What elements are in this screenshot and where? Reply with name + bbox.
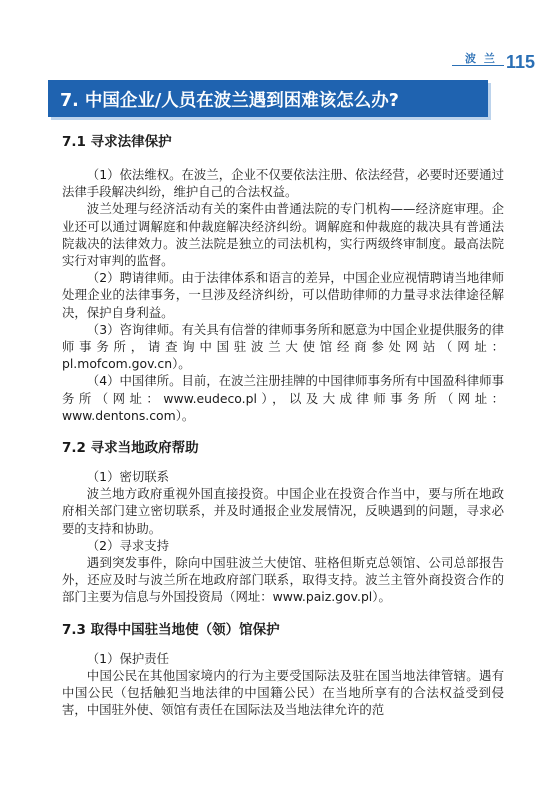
spacer [62, 460, 504, 468]
spacer [62, 606, 504, 618]
subheading: （2）寻求支持 [86, 537, 170, 553]
header-country: 波 兰 [465, 52, 497, 65]
section-heading: 7.1 寻求法律保护 [62, 134, 172, 150]
paragraph: 波兰地方政府重视外国直接投资。中国企业在投资合作当中，要与所在地政府相关部门建立密切联系，并及时通报企业发展情况，反映遇到的问题，寻求必要的支持和协助。 [62, 486, 504, 536]
paragraph: 中国公民在其他国家境内的行为主要受国际法及驻在国当地法律管辖。遇有中国公民（包括触犯当地法律的中国籍公民）在当地所享有的合法权益受到侵害，中国驻外使、领馆有责任在国际法及当地法律允许的范 [62, 667, 504, 718]
paragraph: （4）中国律所。目前，在波兰注册挂牌的中国律师事务所有中国盈科律师事务所（网址：www.eudeco.pl），以及大成律师事务所（网址：www.dentons.com）。 [62, 373, 504, 423]
subheading: （1）保护责任 [86, 650, 170, 666]
section-heading: 7.2 寻求当地政府帮助 [62, 440, 199, 457]
paragraph: 波兰处理与经济活动有关的案件由普通法院的专门机构——经济庭审理。企业还可以通过调解庭和仲裁庭解决经济纠纷。调解庭和仲裁庭的裁决具有普通法院裁决的法律效力。波兰法院是独立的司法机构，实行两级终审制度。最高法院实行对审判的监督。 [62, 201, 504, 269]
paragraph: （3）咨询律师。有关具有信誉的律师事务所和愿意为中国企业提供服务的律师事务所，请查询中国驻波兰大使馆经商参处网站（网址：pl.mofcom.gov.cn）。 [62, 321, 504, 372]
section-heading: 7.3 取得中国驻当地使（领）馆保护 [62, 621, 280, 638]
paragraph: （2）聘请律师。由于法律体系和语言的差异，中国企业应视情聘请当地律师处理企业的法律事务，一旦涉及经济纠纷，可以借助律师的力量寻求法律途径解决，保护自身利益。 [62, 270, 504, 320]
page-body [62, 130, 504, 718]
page-number: 115 [506, 52, 536, 72]
header-rule [452, 65, 504, 66]
paragraph: （1）依法维权。在波兰，企业不仅要依法注册、依法经营，必要时还要通过法律手段解决纠纷，维护自己的合法权益。 [62, 167, 504, 200]
subheading: （1）密切联系 [86, 469, 170, 485]
chapter-title: 7. 中国企业/人员在波兰遇到困难该怎么办? [60, 91, 399, 111]
chapter-banner [48, 80, 488, 117]
spacer [62, 424, 504, 436]
spacer [62, 642, 504, 650]
paragraph: 遇到突发事件，除向中国驻波兰大使馆、驻格但斯克总领馆、公司总部报告外，还应及时与波兰所在地政府部门联系，取得支持。波兰主管外商投资合作的部门主要为信息与外国投资局（网址：www.paiz.gov.pl）。 [62, 555, 504, 605]
spacer [62, 154, 504, 166]
